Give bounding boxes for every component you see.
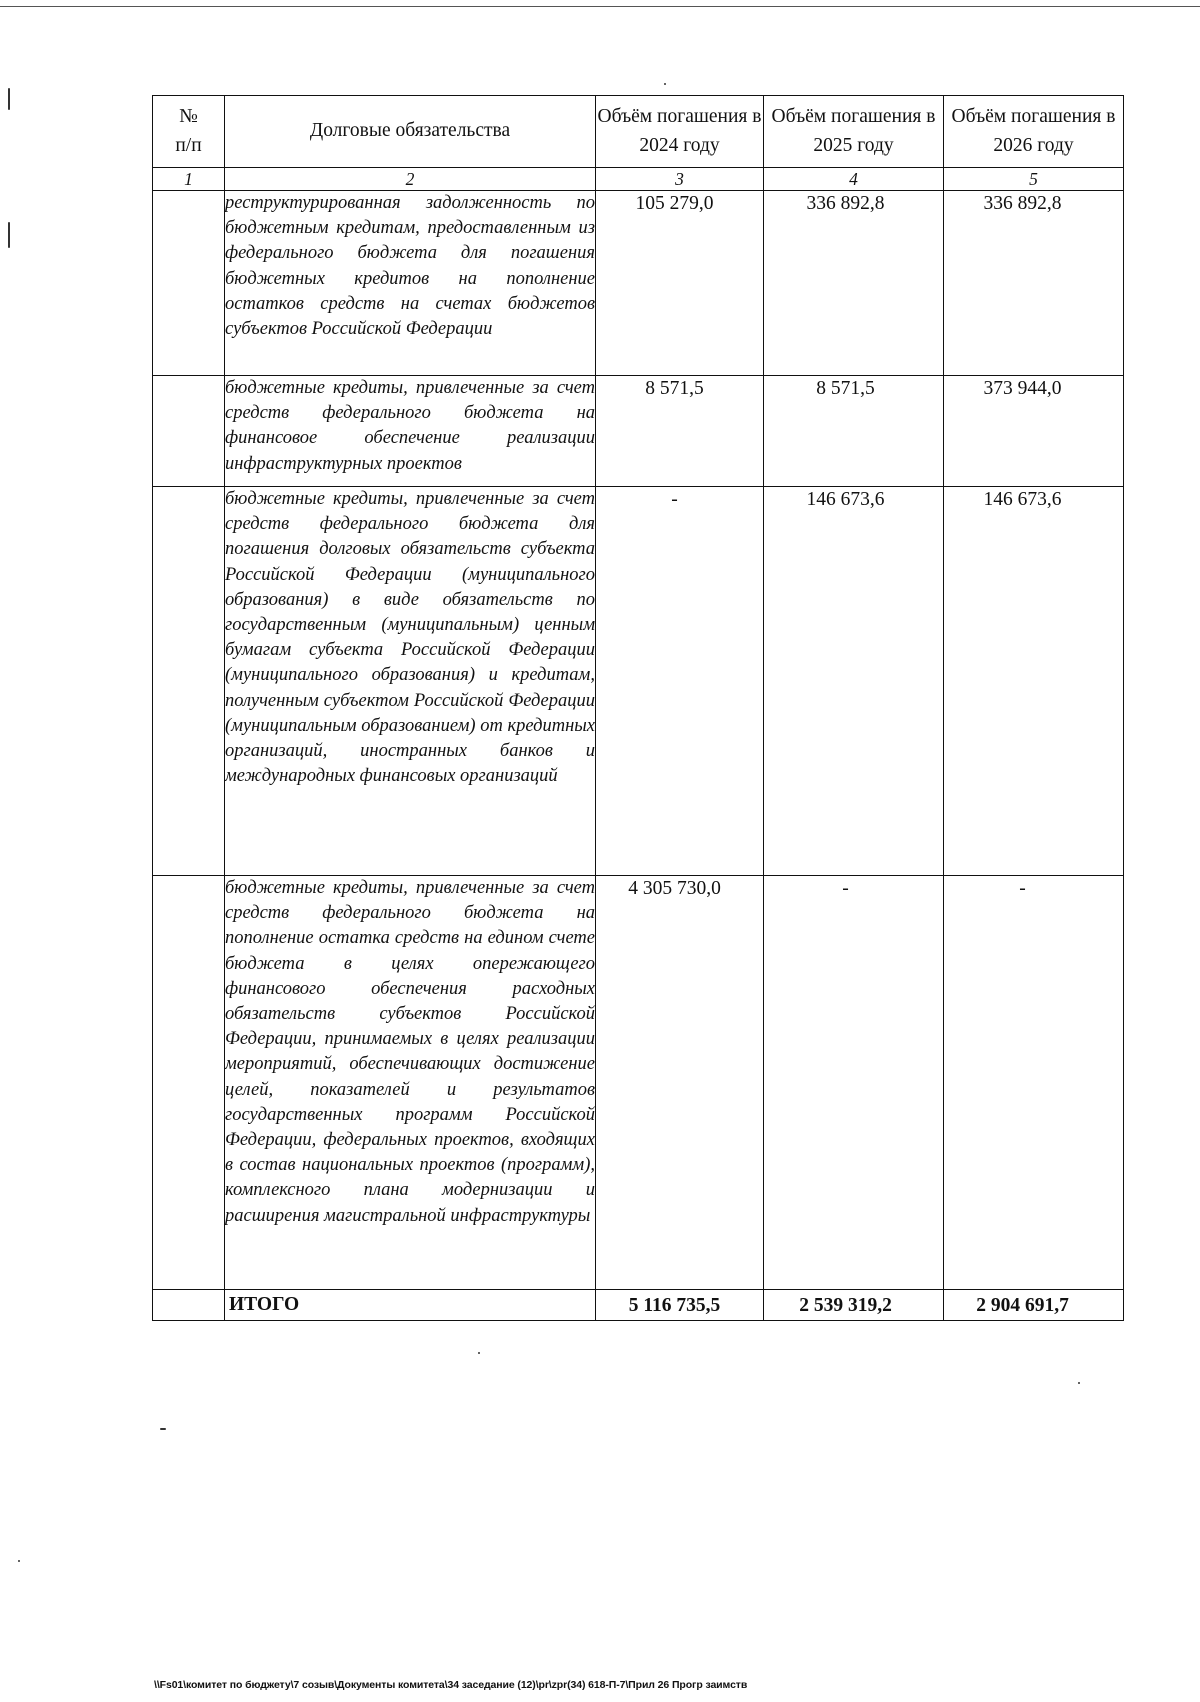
- column-index: 3: [596, 168, 764, 191]
- table-row: [153, 376, 1124, 487]
- amount-2024: -: [596, 487, 764, 876]
- scan-speck: [8, 88, 10, 110]
- row-number: [153, 487, 225, 876]
- total-2024: 5 116 735,5: [596, 1290, 764, 1321]
- scan-speck: [8, 222, 10, 248]
- table-header-row: [153, 96, 1124, 168]
- table-row: [153, 191, 1124, 376]
- column-index: 1: [153, 168, 225, 191]
- amount-2024: 8 571,5: [596, 376, 764, 487]
- table-row: [153, 487, 1124, 876]
- footer-file-path: \\Fs01\комитет по бюджету\7 созыв\Документы комитета\34 заседание (12)\pr\zpr(34) 618-П-7\Прил 26 Прогр заимств: [154, 1679, 748, 1691]
- obligation-description: бюджетные кредиты, привлеченные за счет средств федерального бюджета на пополнение остатка средств на едином счете бюджета в целях опережающего финансового обеспечения расходных обязательств субъектов Российской Федерации, принимаемых в целях реализации мероприятий, обеспечивающих достижение целей, показателей и результатов государственных программ Российской Федерации, федеральных проектов, входящих в состав национальных проектов (программ), комплексного плана модернизации и расширения магистральной инфраструктуры: [225, 876, 596, 1290]
- column-index-row: [153, 168, 1124, 191]
- amount-2025: 336 892,8: [764, 191, 944, 376]
- amount-2026: -: [944, 876, 1124, 1290]
- row-number: [153, 876, 225, 1290]
- amount-2026: 373 944,0: [944, 376, 1124, 487]
- total-2026: 2 904 691,7: [944, 1290, 1124, 1321]
- amount-2026: 336 892,8: [944, 191, 1124, 376]
- obligation-description: бюджетные кредиты, привлеченные за счет средств федерального бюджета на финансовое обеспечение реализации инфраструктурных проектов: [225, 376, 596, 487]
- header-obligations: Долговые обязательства: [225, 96, 596, 168]
- amount-2024: 105 279,0: [596, 191, 764, 376]
- total-number: [153, 1290, 225, 1321]
- total-label: ИТОГО: [225, 1290, 596, 1321]
- amount-2025: -: [764, 876, 944, 1290]
- row-number: [153, 376, 225, 487]
- obligation-description: реструктурированная задолженность по бюджетным кредитам, предоставленным из федерального бюджета для погашения бюджетных кредитов на пополнение остатков средств на счетах бюджетов субъектов Российской Федерации: [225, 191, 596, 376]
- column-index: 5: [944, 168, 1124, 191]
- header-2025: Объём погашения в 2025 году: [764, 96, 944, 168]
- header-number: [153, 96, 225, 168]
- table-row: [153, 876, 1124, 1290]
- amount-2024: 4 305 730,0: [596, 876, 764, 1290]
- total-row: [153, 1290, 1124, 1321]
- row-number: [153, 191, 225, 376]
- debt-repayment-table: [152, 95, 1124, 1321]
- scan-speck: [664, 83, 666, 85]
- amount-2026: 146 673,6: [944, 487, 1124, 876]
- column-index: 4: [764, 168, 944, 191]
- scan-top-edge-line: [0, 6, 1200, 7]
- scan-speck: [1078, 1382, 1080, 1384]
- scan-speck: [478, 1352, 480, 1354]
- header-number-label: № п/п: [175, 106, 202, 156]
- header-2024: Объём погашения в 2024 году: [596, 96, 764, 168]
- header-2026: Объём погашения в 2026 году: [944, 96, 1124, 168]
- amount-2025: 146 673,6: [764, 487, 944, 876]
- column-index: 2: [225, 168, 596, 191]
- scan-speck: [18, 1560, 20, 1562]
- obligation-description: бюджетные кредиты, привлеченные за счет средств федерального бюджета для погашения долговых обязательств субъекта Российской Федерации (муниципального образования) в виде обязательств по государственным (муниципальным) ценным бумагам субъекта Российской Федерации (муниципального образования) и кредитам, полученным субъектом Российской Федерации (муниципальным образованием) от кредитных организаций, иностранных банков и международных финансовых организаций: [225, 487, 596, 876]
- total-2025: 2 539 319,2: [764, 1290, 944, 1321]
- amount-2025: 8 571,5: [764, 376, 944, 487]
- scan-speck: [160, 1428, 166, 1430]
